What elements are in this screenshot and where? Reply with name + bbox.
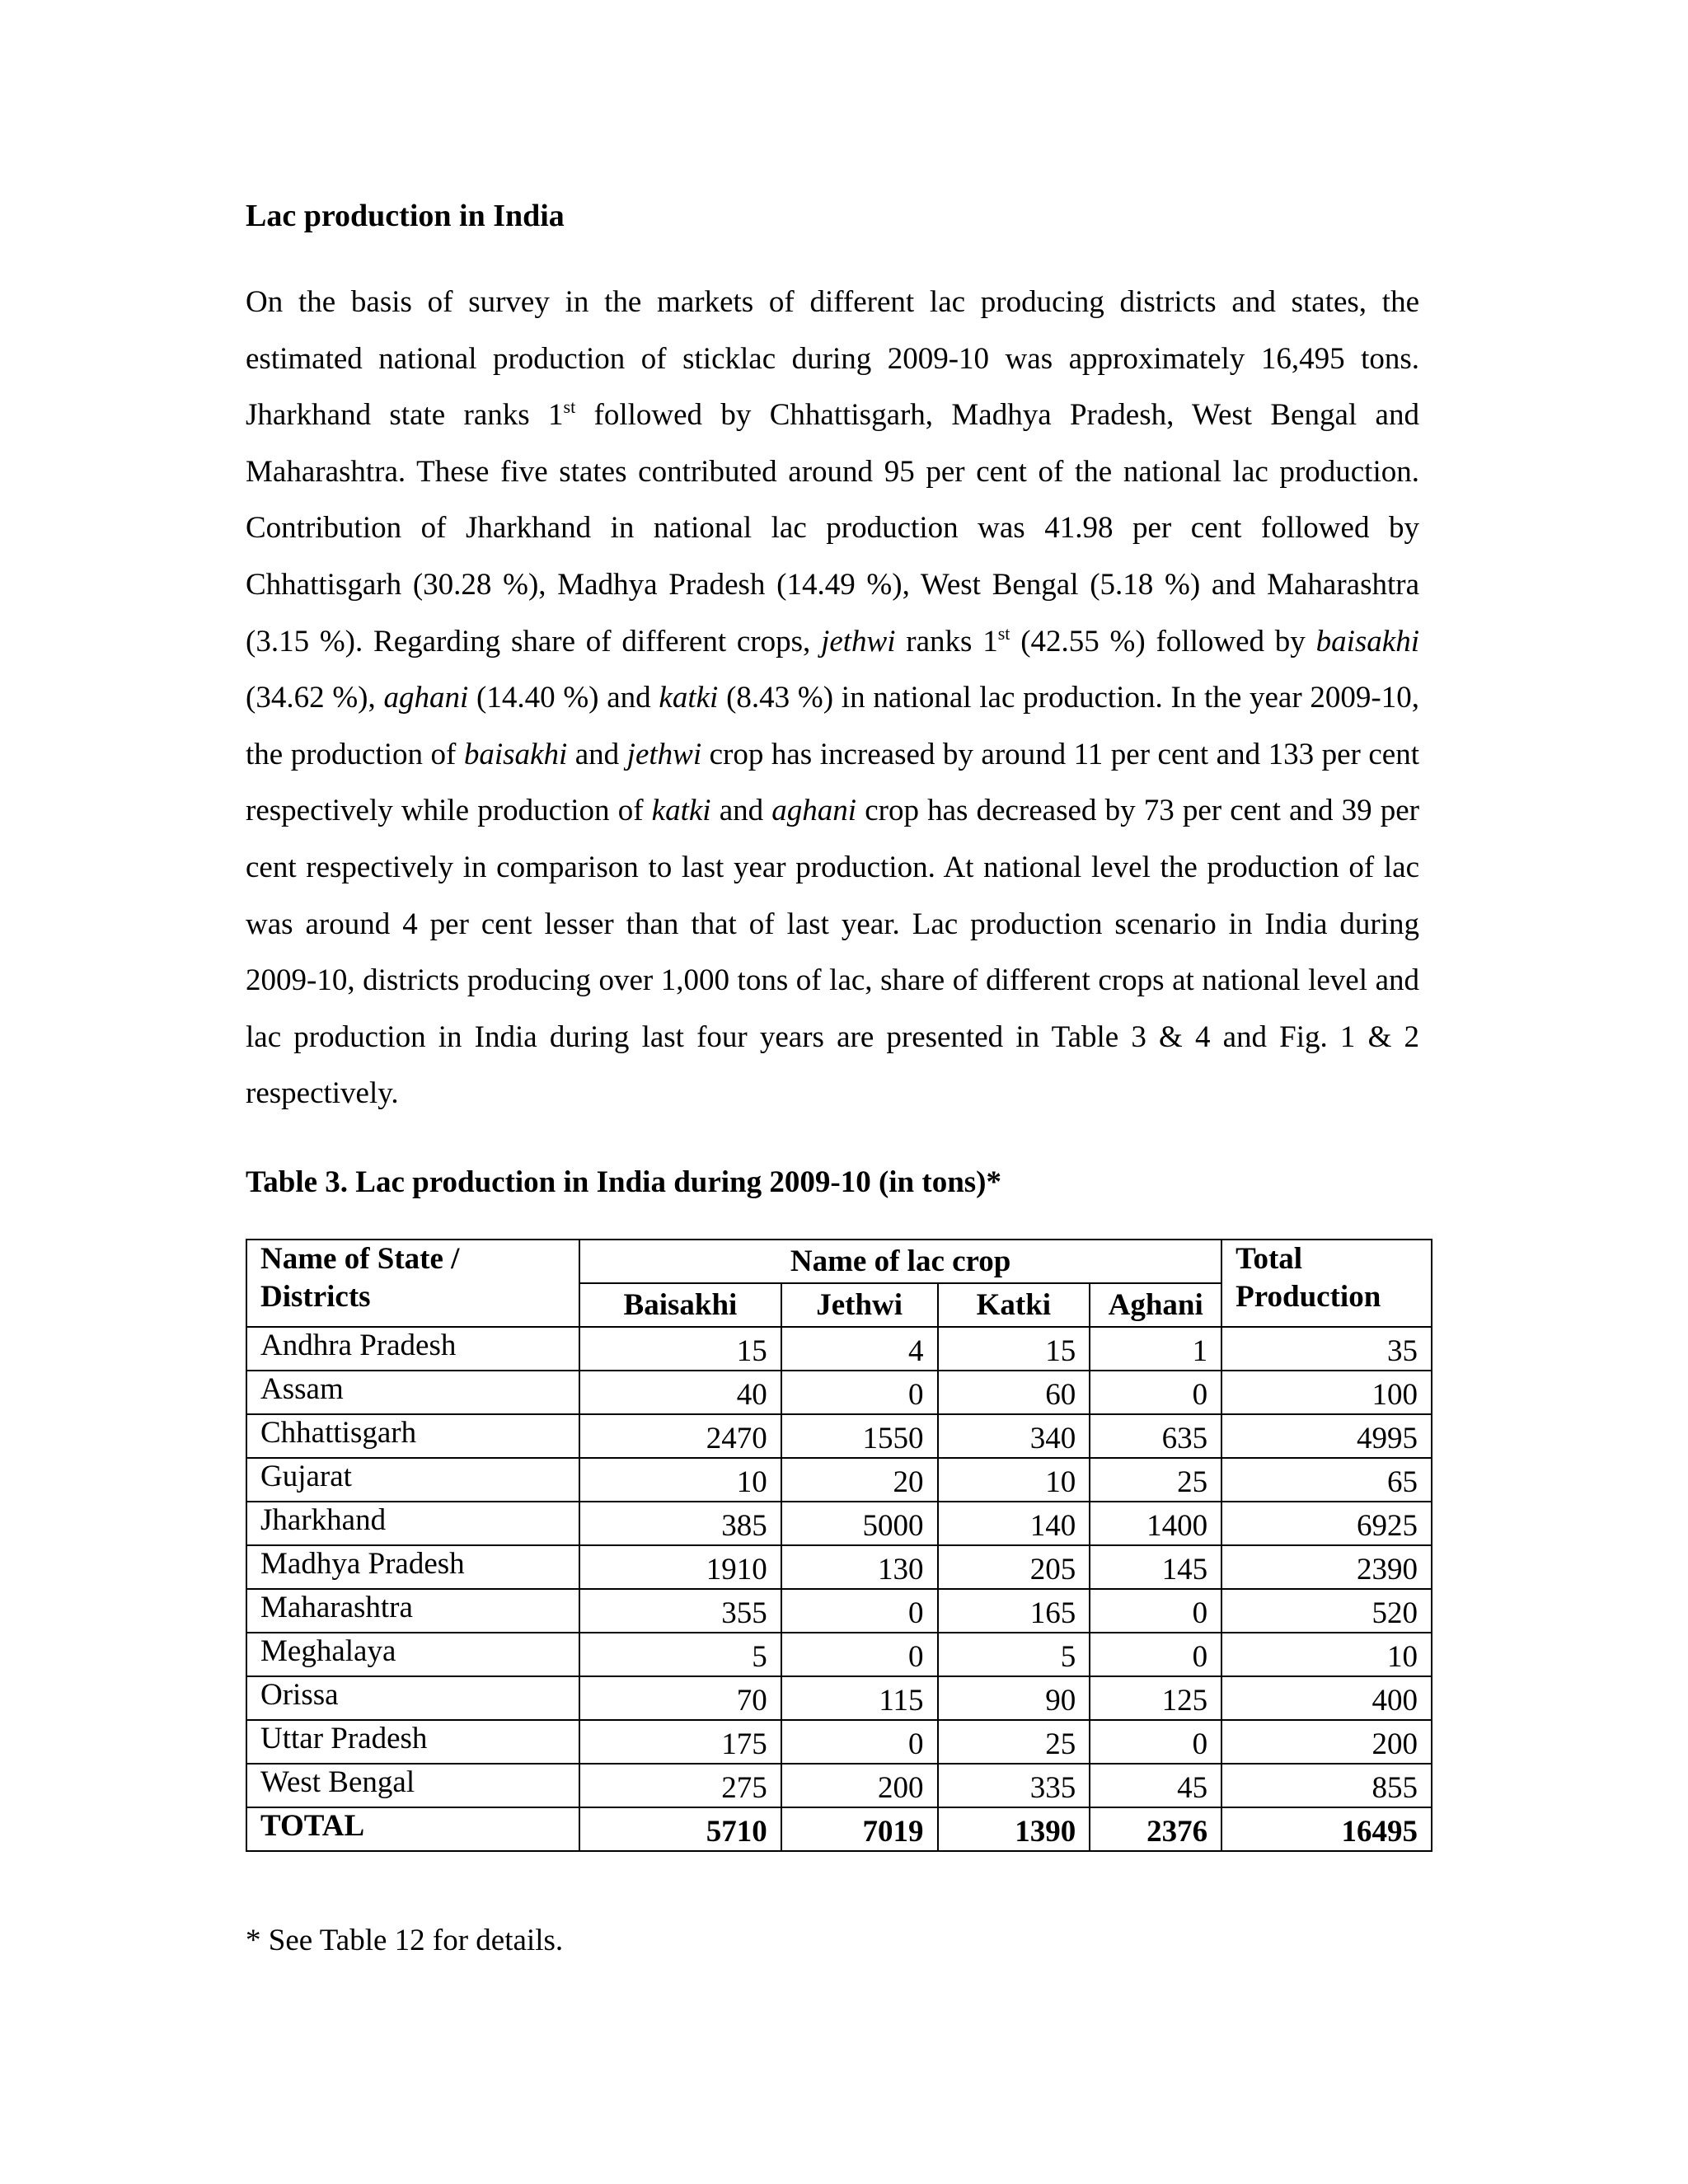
header-line: Name of State / [260,1242,460,1276]
superscript: st [563,396,576,418]
crop-value-cell: 355 [579,1589,781,1633]
total-production-cell: 4995 [1221,1414,1432,1458]
table-row [246,1414,1432,1458]
total-production-cell: 200 [1221,1720,1432,1764]
crop-value-cell: 90 [938,1676,1090,1720]
table-row [246,1458,1432,1502]
total-production-cell: 35 [1221,1327,1432,1371]
crop-value-cell: 0 [781,1589,938,1633]
crop-term: aghani [383,681,469,715]
crop-value-cell: 335 [938,1764,1090,1807]
crop-value-cell: 15 [938,1327,1090,1371]
table-row [246,1676,1432,1720]
crop-value-cell: 10 [938,1458,1090,1502]
crop-value-cell: 25 [1090,1458,1221,1502]
state-name: Jharkhand [246,1502,579,1545]
state-name: Madhya Pradesh [246,1545,579,1589]
para-text: (8.43 %) in national lac production. In the year 2009-10, the production of [246,681,1419,771]
crop-header-aghani: Aghani [1090,1283,1221,1327]
lac-production-table [246,1239,1432,1852]
crop-value-cell: 175 [579,1720,781,1764]
crop-value-cell: 115 [781,1676,938,1720]
crop-value-cell: 275 [579,1764,781,1807]
total-production-cell: 6925 [1221,1502,1432,1545]
total-production-cell: 100 [1221,1371,1432,1414]
para-text: and [567,737,627,771]
crop-value-cell: 200 [781,1764,938,1807]
crop-value-cell: 0 [1090,1371,1221,1414]
para-text: and [710,794,772,828]
state-column-header [246,1240,579,1327]
crop-value-cell: 15 [579,1327,781,1371]
crop-value-cell: 10 [579,1458,781,1502]
total-production-cell: 2390 [1221,1545,1432,1589]
crop-value-cell: 5000 [781,1502,938,1545]
crop-value-cell: 0 [781,1633,938,1676]
state-name: Orissa [246,1676,579,1720]
total-production-cell: 400 [1221,1676,1432,1720]
crop-value-cell: 20 [781,1458,938,1502]
table-row [246,1545,1432,1589]
crop-value-cell: 0 [781,1371,938,1414]
para-text: crop has decreased by 73 per cent and 39 per cent respectively in comparison to last year production. At national level the production of lac was around 4 per cent lesser than that of last year. Lac production scenario in India during 2009-10, districts producing over 1,000 tons of lac, share of different crops at national level and lac production in India during last four years are presented in Table 3 & 4 and Fig. 1 & 2 respectively. [246,794,1419,1111]
crop-value-cell: 40 [579,1371,781,1414]
total-production-cell: 16495 [1221,1807,1432,1851]
crop-value-cell: 60 [938,1371,1090,1414]
table-row [246,1720,1432,1764]
state-name: Andhra Pradesh [246,1327,579,1371]
body-paragraph [246,274,1419,1122]
crop-value-cell: 1400 [1090,1502,1221,1545]
crop-value-cell: 385 [579,1502,781,1545]
total-production-cell: 65 [1221,1458,1432,1502]
crop-term: jethwi [821,624,896,658]
crop-header-baisakhi: Baisakhi [579,1283,781,1327]
header-line: Total [1236,1242,1303,1276]
crop-value-cell: 165 [938,1589,1090,1633]
total-production-cell: 520 [1221,1589,1432,1633]
table-row [246,1502,1432,1545]
crop-value-cell: 0 [1090,1633,1221,1676]
superscript: st [997,622,1010,644]
table-row [246,1589,1432,1633]
crop-value-cell: 0 [1090,1720,1221,1764]
crop-value-cell: 145 [1090,1545,1221,1589]
table-row [246,1633,1432,1676]
crop-term: katki [659,681,719,715]
total-column-header [1221,1240,1432,1327]
section-heading: Lac production in India [246,199,565,233]
crop-value-cell: 25 [938,1720,1090,1764]
crop-value-cell: 140 [938,1502,1090,1545]
crop-term: katki [651,794,711,828]
state-name: Chhattisgarh [246,1414,579,1458]
crop-value-cell: 635 [1090,1414,1221,1458]
total-production-cell: 855 [1221,1764,1432,1807]
state-name: Uttar Pradesh [246,1720,579,1764]
table-row [246,1371,1432,1414]
crop-value-cell: 205 [938,1545,1090,1589]
crop-term: baisakhi [463,737,568,771]
table-title: Table 3. Lac production in India during 2009-10 (in tons)* [246,1165,1001,1199]
crop-header-jethwi: Jethwi [781,1283,938,1327]
crop-value-cell: 125 [1090,1676,1221,1720]
table-row [246,1327,1432,1371]
crop-value-cell: 4 [781,1327,938,1371]
header-line: Districts [260,1280,371,1314]
table-body [246,1327,1432,1851]
total-label: TOTAL [246,1807,579,1851]
crop-value-cell: 1550 [781,1414,938,1458]
para-text: ranks 1 [895,624,998,658]
para-text: (42.55 %) followed by [1010,624,1316,658]
crop-value-cell: 0 [1090,1589,1221,1633]
header-line: Production [1236,1280,1381,1314]
crop-value-cell: 130 [781,1545,938,1589]
crop-term: baisakhi [1315,624,1419,658]
para-text: On the basis of survey in the markets of different lac producing districts and states, the estimated national production of sticklac during 2009-10 was approximately 16,495 tons. Jharkhand state ranks 1 [246,285,1419,433]
state-name: Maharashtra [246,1589,579,1633]
crop-value-cell: 1910 [579,1545,781,1589]
para-text: crop has increased by around 11 per cent and 133 per cent respectively while production of [246,737,1419,828]
crop-value-cell: 70 [579,1676,781,1720]
crop-value-cell: 7019 [781,1807,938,1851]
crop-value-cell: 1 [1090,1327,1221,1371]
total-production-cell: 10 [1221,1633,1432,1676]
table-row [246,1764,1432,1807]
crop-term: jethwi [626,737,702,771]
crop-value-cell: 45 [1090,1764,1221,1807]
crop-term: aghani [771,794,857,828]
state-name: West Bengal [246,1764,579,1807]
state-name: Meghalaya [246,1633,579,1676]
crop-value-cell: 1390 [938,1807,1090,1851]
footnote: * See Table 12 for details. [246,1924,564,1957]
state-name: Gujarat [246,1458,579,1502]
para-text: (34.62 %), [246,681,384,715]
total-row [246,1807,1432,1851]
crop-value-cell: 5710 [579,1807,781,1851]
crop-value-cell: 340 [938,1414,1090,1458]
state-name: Assam [246,1371,579,1414]
crop-group-header: Name of lac crop [579,1240,1221,1283]
crop-value-cell: 2376 [1090,1807,1221,1851]
para-text: followed by Chhattisgarh, Madhya Pradesh, West Bengal and Maharashtra. These five states contributed around 95 per cent of the national lac production. Contribution of Jharkhand in national lac production was 41.98 per cent followed by Chhattisgarh (30.28 %), Madhya Pradesh (14.49 %), West Bengal (5.18 %) and Maharashtra (3.15 %). Regarding share of different crops, [246,398,1419,658]
crop-value-cell: 0 [781,1720,938,1764]
crop-value-cell: 5 [938,1633,1090,1676]
crop-value-cell: 5 [579,1633,781,1676]
para-text: (14.40 %) and [468,681,659,715]
crop-value-cell: 2470 [579,1414,781,1458]
crop-header-katki: Katki [938,1283,1090,1327]
